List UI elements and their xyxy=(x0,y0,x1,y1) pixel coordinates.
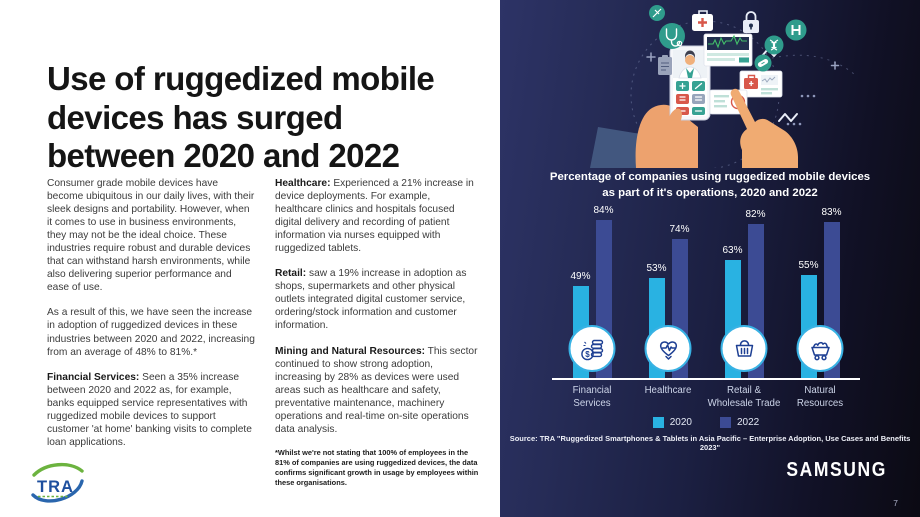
pill-icon xyxy=(755,55,772,72)
category-natural-resources: Natural Resources xyxy=(796,385,844,409)
money-coins-icon xyxy=(569,325,616,372)
stethoscope-icon xyxy=(659,23,685,49)
legend-item-2020 xyxy=(653,417,692,428)
mining-lead: Mining and Natural Resources: xyxy=(275,345,426,357)
page-number: 7 xyxy=(893,498,898,508)
page-title-line1: Use of ruggedized mobile xyxy=(47,60,435,98)
telehealth-illustration xyxy=(500,0,920,168)
bar-value-2022: 83% xyxy=(821,207,842,218)
pointing-hand xyxy=(731,89,798,168)
bar-chart xyxy=(552,199,860,428)
x-axis-line xyxy=(552,378,860,380)
bar-value-2020: 49% xyxy=(570,271,591,282)
page-title-line2: devices has surged xyxy=(47,98,343,136)
chart-title-line2: as part of it's operations, 2020 and 2022 xyxy=(602,186,818,199)
mining-text: This sector continued to show strong adoption, increasing by 28% as devices were used areas such as healthcare and safety, preventative maintenance, machinery operations and real-time on-site operations data analysis. xyxy=(275,345,478,435)
mining-paragraph xyxy=(275,345,479,436)
intro-paragraph: Consumer grade mobile devices have become ubiquitous in our daily lives, with their sleek designs and portability. However, when it comes to use in business environments, they may not be the ideal choice. These industries require robust and durable devices that can withstand harsh environments, while also delivering superior performance and ease of use. xyxy=(47,178,255,294)
source-citation: Source: TRA "Ruggedized Smartphones & Tablets in Asia Pacific – Enterprise Adoption, Use Cases and Benefits 2023" xyxy=(509,434,911,452)
healthcare-lead: Healthcare: xyxy=(275,178,331,189)
healthcare-paragraph xyxy=(275,177,479,255)
syringe-icon xyxy=(649,5,665,21)
category-retail-wholesale: Retail & Wholesale Trade xyxy=(707,385,781,409)
retail-lead: Retail: xyxy=(275,268,307,280)
doctor-avatar xyxy=(685,55,695,65)
mine-cart-icon xyxy=(797,325,844,372)
chart-legend xyxy=(552,417,860,428)
body-column-1 xyxy=(47,177,255,488)
category-labels xyxy=(552,385,860,410)
retail-paragraph xyxy=(275,267,479,332)
footnote: *Whilst we're not stating that 100% of employees in the 81% of companies are using ruggedized devices, the data confirms significant growth in usage by employees within these organisations. xyxy=(275,447,479,487)
bar-value-2020: 53% xyxy=(646,263,667,274)
ecg-card xyxy=(704,34,752,66)
chart-plot-area xyxy=(552,199,860,378)
bar-value-2020: 63% xyxy=(722,245,743,256)
bar-value-2020: 55% xyxy=(798,260,819,271)
chart-title xyxy=(500,170,920,202)
right-panel xyxy=(500,0,920,517)
page-title-line3: between 2020 and 2022 xyxy=(47,137,400,175)
bar-value-2022: 82% xyxy=(745,209,766,220)
category-healthcare: Healthcare xyxy=(644,385,692,396)
category-financial-services: Financial Services xyxy=(572,385,612,409)
legend-label-2020: 2020 xyxy=(669,417,692,429)
body-columns xyxy=(47,177,479,488)
chart-group xyxy=(722,209,766,378)
document-icon xyxy=(658,55,672,75)
page-title xyxy=(47,60,477,176)
healthcare-text: Experienced a 21% increase in device deployments. For example, healthcare clinics and hospitals focused digital delivery and recording of patient information via nurses equipped with ruggedized tablets. xyxy=(275,178,474,255)
result-paragraph: As a result of this, we have seen the increase in adoption of ruggedized devices in these industries between 2020 and 2022, increasing from an average of 48% to 81%.* xyxy=(47,307,255,358)
hospital-badge-icon xyxy=(786,20,807,41)
chart-group xyxy=(798,207,842,378)
first-aid-kit-icon xyxy=(692,11,713,31)
lock-icon xyxy=(743,12,759,33)
legend-label-2022: 2022 xyxy=(737,417,760,429)
legend-swatch-2020 xyxy=(653,417,664,428)
retail-text: saw a 19% increase in adoption as shops, supermarkets and other physical outlets integrated digital customer service, ordering/stock information and customer information. xyxy=(275,268,467,332)
chart-group xyxy=(570,205,614,378)
financial-services-lead: Financial Services: xyxy=(47,371,140,383)
chart-title-line1: Percentage of companies using ruggedized mobile devices xyxy=(549,171,871,183)
shopping-basket-icon xyxy=(721,325,768,372)
samsung-logo: SAMSUNG xyxy=(786,457,887,481)
bar-value-2022: 74% xyxy=(669,224,690,235)
body-column-2 xyxy=(275,177,479,488)
financial-services-paragraph xyxy=(47,371,255,449)
tra-logo xyxy=(26,460,88,515)
chart-group xyxy=(646,224,690,378)
heart-pulse-icon xyxy=(645,325,692,372)
svg-text:$: $ xyxy=(584,349,590,359)
legend-swatch-2022 xyxy=(720,417,731,428)
tra-logo-text: TRA xyxy=(37,478,74,496)
financial-services-text: Seen a 35% increase between 2020 and 2022 as, for example, banks equipped service representatives with ruggedized mobile devices to support customer 'at home' banking visits to complete loan applications. xyxy=(47,371,252,448)
dna-icon xyxy=(765,36,784,55)
bar-value-2022: 84% xyxy=(593,205,614,216)
legend-item-2022 xyxy=(720,417,759,428)
